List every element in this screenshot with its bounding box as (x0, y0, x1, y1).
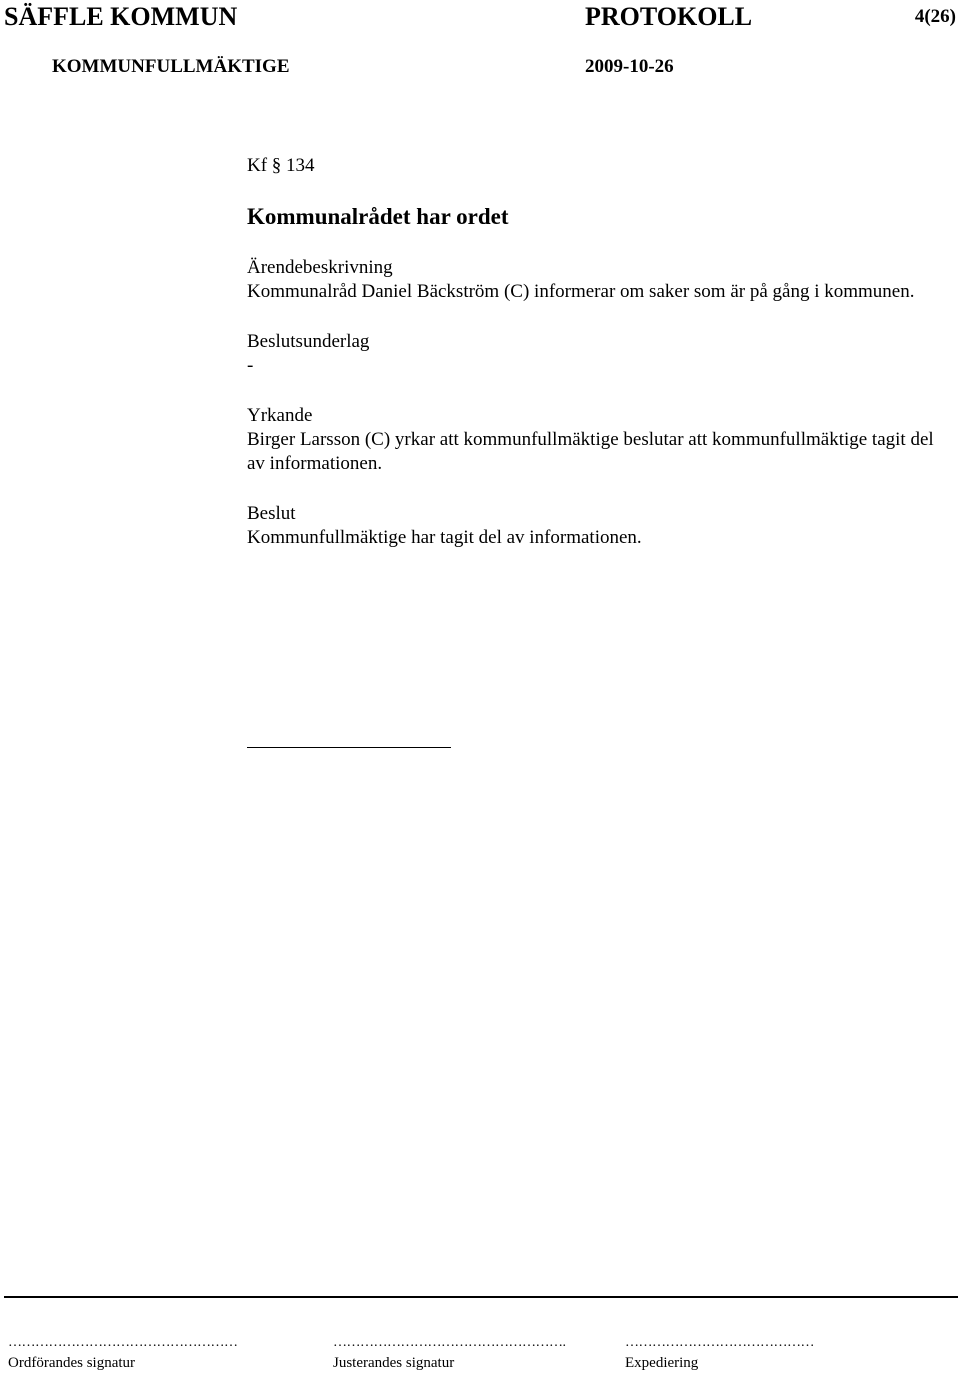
page-number: 4(26) (914, 6, 956, 27)
description-heading: Ärendebeskrivning (247, 257, 393, 278)
adjuster-signature-label: Justerandes signatur (333, 1355, 455, 1371)
dispatch-label: Expediering (625, 1355, 699, 1371)
basis-heading: Beslutsunderlag (247, 331, 370, 352)
governing-body: KOMMUNFULLMÄKTIGE (52, 56, 290, 77)
decision-text: Kommunfullmäktige har tagit del av informationen. (247, 527, 642, 548)
chair-signature-line: …………………………………………… (8, 1335, 238, 1350)
minutes-item (247, 154, 952, 550)
adjuster-signature-line: ……………………………………………. (333, 1335, 566, 1350)
item-reference: Kf § 134 (247, 155, 315, 176)
organization-name: SÄFFLE KOMMUN (4, 2, 238, 31)
item-title: Kommunalrådet har ordet (247, 204, 509, 229)
meeting-date: 2009-10-26 (585, 56, 674, 77)
decision-heading: Beslut (247, 503, 296, 524)
basis-text: - (247, 355, 254, 376)
motion-text: Birger Larsson (C) yrkar att kommunfullmäktige beslutar att kommunfullmäktige tagit del av informationen. (247, 429, 934, 474)
document-type: PROTOKOLL (585, 2, 753, 31)
description-text: Kommunalråd Daniel Bäckström (C) informerar om saker som är på gång i kommunen. (247, 281, 915, 302)
end-of-item-rule (247, 747, 451, 748)
chair-signature-label: Ordförandes signatur (8, 1355, 136, 1371)
motion-heading: Yrkande (247, 405, 313, 426)
dispatch-signature-line: …………………………………… (625, 1335, 814, 1350)
footer-divider (4, 1296, 958, 1298)
